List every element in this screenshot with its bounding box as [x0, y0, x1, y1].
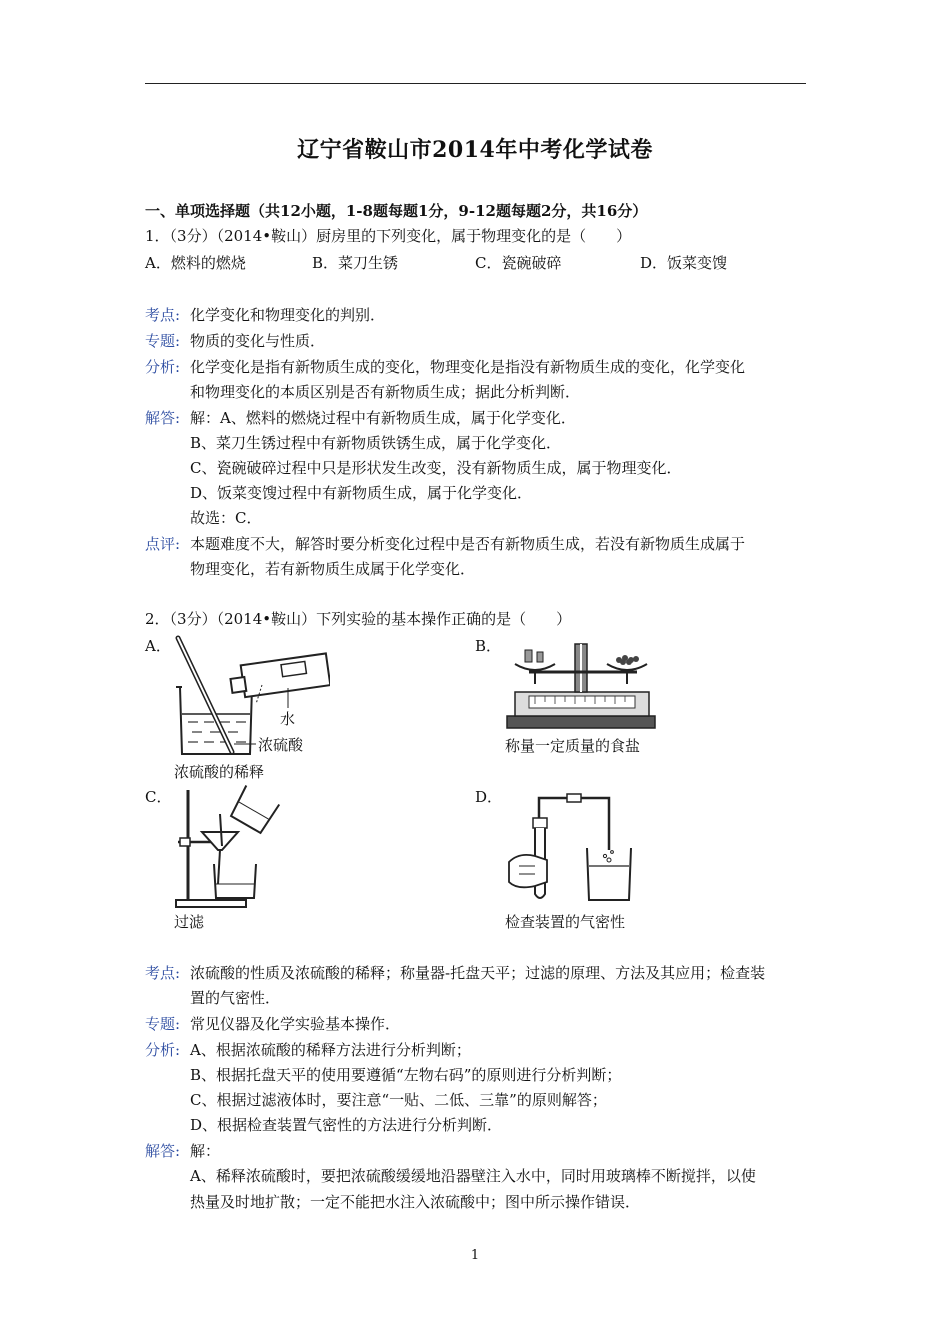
q2-fenxi-line1: A、根据浓硫酸的稀释方法进行分析判断； — [190, 1041, 471, 1059]
q2-option-d-caption: 检查装置的气密性 — [505, 913, 626, 931]
page-number: 1 — [470, 1248, 480, 1263]
q1-zhuanti: 物质的变化与性质． — [190, 332, 326, 350]
q2-fenxi-line4: D、根据检查装置气密性的方法进行分析判断． — [190, 1116, 503, 1134]
q2-jieda-line1: 解： — [190, 1142, 221, 1160]
q1-zhuanti-label: 专题: — [145, 332, 181, 350]
q2-fenxi-line3: C、根据过滤液体时，要注意“一贴、二低、三靠”的原则解答； — [190, 1091, 607, 1109]
page-title: 辽宁省鞍山市2014年中考化学试卷 — [297, 137, 653, 163]
q1-kaodian: 化学变化和物理变化的判别． — [190, 306, 386, 324]
q1-stem: 1．（3分）（2014•鞍山）厨房里的下列变化，属于物理变化的是（ ） — [145, 227, 632, 245]
q1-option-b: B．菜刀生锈 — [312, 254, 399, 272]
header-rule — [145, 83, 806, 84]
q2-jieda-line2: A、稀释浓硫酸时，要把浓硫酸缓缓地沿器壁注入水中，同时用玻璃棒不断搅拌，以使 — [190, 1167, 756, 1185]
q2-option-b-caption: 称量一定质量的食盐 — [505, 737, 641, 755]
q2-option-a-caption: 浓硫酸的稀释 — [174, 763, 265, 781]
q2-stem: 2．（3分）（2014•鞍山）下列实验的基本操作正确的是（ ） — [145, 610, 572, 628]
balance-figure — [505, 636, 665, 732]
q1-dianping-label: 点评: — [145, 535, 181, 553]
q2-zhuanti-label: 专题: — [145, 1015, 181, 1033]
dilution-figure — [170, 632, 330, 762]
q2-kaodian-line1: 浓硫酸的性质及浓硫酸的稀释；称量器-托盘天平；过滤的原理、方法及其应用；检查装 — [190, 964, 766, 982]
q2-zhuanti: 常见仪器及化学实验基本操作． — [190, 1015, 401, 1033]
q2-option-a-letter: A． — [145, 637, 171, 655]
q2-option-c-letter: C． — [145, 788, 172, 806]
q2-kaodian-line2: 置的气密性． — [190, 989, 281, 1007]
q1-jieda-line3: C、瓷碗破碎过程中只是形状发生改变，没有新物质生成，属于物理变化． — [190, 459, 682, 477]
q2-fenxi-line2: B、根据托盘天平的使用要遵循“左物右码”的原则进行分析判断； — [190, 1066, 622, 1084]
q1-dianping-line1: 本题难度不大，解答时要分析变化过程中是否有新物质生成，若没有新物质生成属于 — [190, 535, 746, 553]
q1-jieda-line1: 解：A、燃料的燃烧过程中有新物质生成，属于化学变化． — [190, 409, 576, 427]
filtration-figure — [172, 784, 282, 910]
q2-option-c-caption: 过滤 — [174, 913, 205, 931]
q1-jieda-line5: 故选：C． — [190, 509, 262, 527]
q1-option-d: D．饭菜变馊 — [640, 254, 728, 272]
q1-jieda-line4: D、饭菜变馊过程中有新物质生成，属于化学变化． — [190, 484, 533, 502]
airtightness-figure — [505, 790, 635, 906]
q1-option-a: A．燃料的燃烧 — [145, 254, 246, 272]
q2-kaodian-label: 考点: — [145, 964, 181, 982]
q1-fenxi-line1: 化学变化是指有新物质生成的变化，物理变化是指没有新物质生成的变化，化学变化 — [190, 358, 746, 376]
acid-label: 浓硫酸 — [258, 736, 304, 754]
q1-fenxi-label: 分析: — [145, 358, 181, 376]
q1-fenxi-line2: 和物理变化的本质区别是否有新物质生成；据此分析判断． — [190, 383, 581, 401]
section-heading: 一、单项选择题（共12小题，1-8题每题1分，9-12题每题2分，共16分） — [145, 202, 648, 220]
q2-jieda-label: 解答: — [145, 1142, 181, 1160]
q1-option-c: C．瓷碗破碎 — [475, 254, 562, 272]
q1-jieda-label: 解答: — [145, 409, 181, 427]
q1-kaodian-label: 考点: — [145, 306, 181, 324]
q2-jieda-line3: 热量及时地扩散；一定不能把水注入浓硫酸中；图中所示操作错误． — [190, 1193, 641, 1211]
water-label: 水 — [280, 710, 296, 728]
q1-jieda-line2: B、菜刀生锈过程中有新物质铁锈生成，属于化学变化． — [190, 434, 562, 452]
q2-fenxi-label: 分析: — [145, 1041, 181, 1059]
q2-option-d-letter: D． — [475, 788, 503, 806]
q1-dianping-line2: 物理变化，若有新物质生成属于化学变化． — [190, 560, 476, 578]
q2-option-b-letter: B． — [475, 637, 502, 655]
